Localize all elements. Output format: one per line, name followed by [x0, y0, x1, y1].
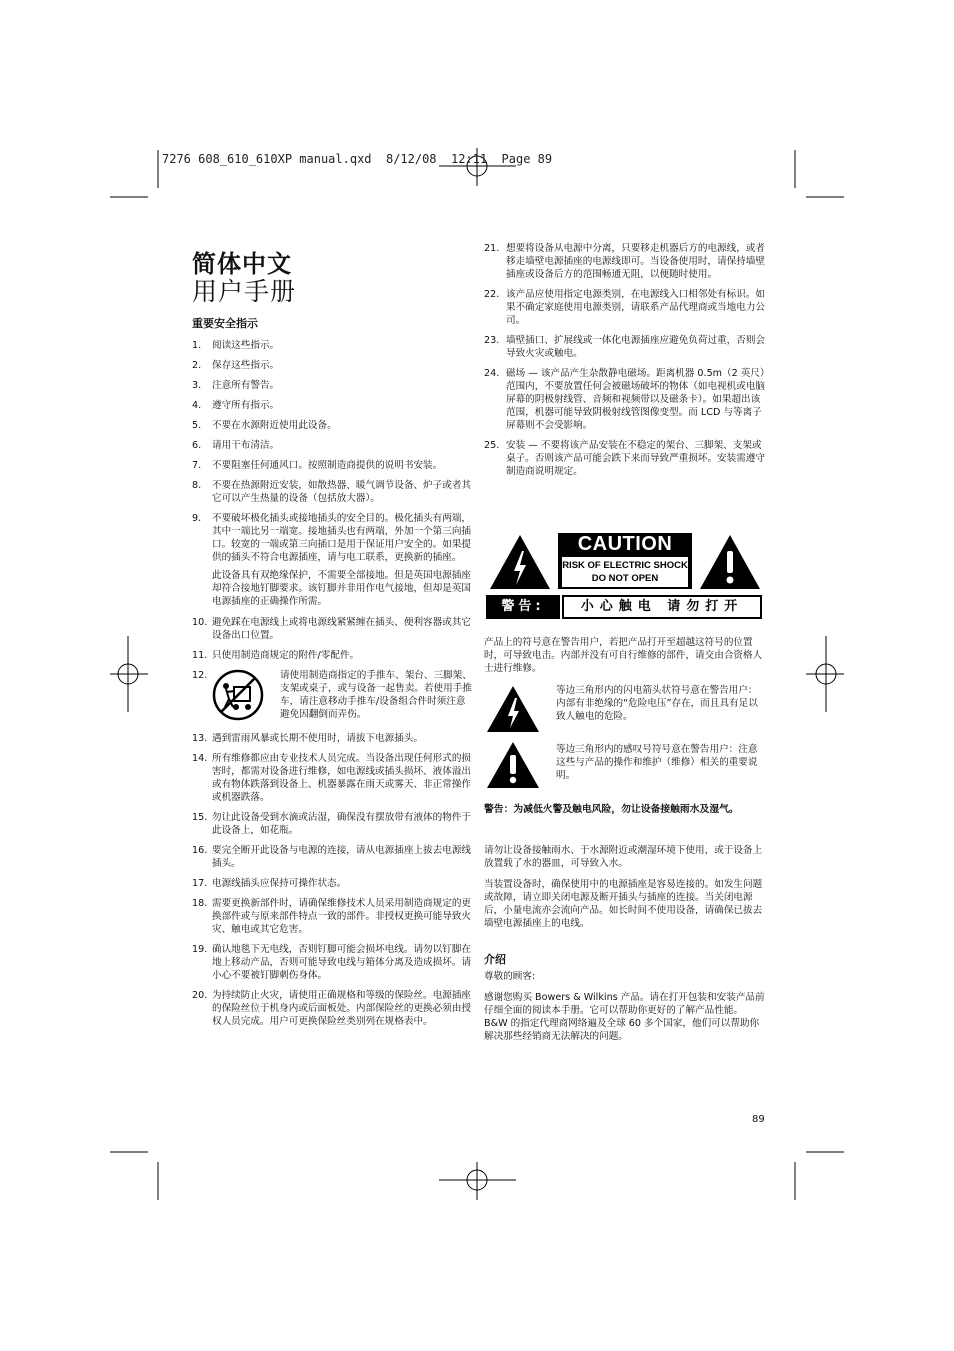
item-number: 7. [192, 460, 202, 471]
list-item [192, 897, 472, 936]
lightning-triangle-icon [488, 533, 552, 591]
item-text: 该产品应使用指定电源类别，在电源线入口相邻处有标识。如果不确定家庭使用电源类别，请联系产品代理商或当地电力公司。 [506, 289, 766, 326]
item-number: 15. [192, 812, 208, 823]
list-item [192, 616, 472, 642]
item-number: 14. [192, 753, 208, 764]
item-text: 注意所有警告。 [212, 380, 280, 391]
list-item-cart [192, 669, 472, 725]
item-number: 11. [192, 650, 208, 661]
list-item [192, 512, 472, 564]
item-text: 磁场 — 该产品产生杂散静电磁场。距离机器 0.5m（2 英尺）范围内，不要放置任何会被磁场破坏的物体（如电视机或电脑屏幕的阴极射线管、音频和视频带以及磁条卡）。如果超出该范围，机器可能导致阴极射线管图像变型。而 LCD 与等离子屏幕则不会受影响。 [506, 368, 766, 431]
item-text: 安装 — 不要将该产品安装在不稳定的架台、三脚架、支架或桌子。否则该产品可能会跌下来而导致严重损坏。安装需遵守制造商说明规定。 [506, 440, 766, 477]
item-number: 16. [192, 845, 208, 856]
list-item [192, 439, 472, 452]
item-number: 3. [192, 380, 202, 391]
item-number: 13. [192, 733, 208, 744]
caution-line-1: RISK OF ELECTRIC SHOCK [562, 560, 688, 571]
item-text: 不要在热源附近安装，如散热器、暖气调节设备、炉子或者其它可以产生热量的设备（包括放大器）。 [212, 480, 472, 504]
list-item [484, 288, 766, 327]
double-insulation-note: 此设备具有双绝缘保护，不需要全部接地。但是英国电源插座却符合接地钉脚要求。该钉脚并非用作电气接地，但却是英国电源插座的正确操作所需。 [212, 570, 472, 607]
item-text: 要完全断开此设备与电源的连接，请从电源插座上拔去电源线插头。 [212, 845, 472, 869]
symbol-intro: 产品上的符号意在警告用户，若把产品打开至超越这符号的位置时，可导致电击。内部并没有可自行维修的部件，请交由合资格人士进行维修。 [484, 637, 763, 674]
list-item [484, 242, 766, 281]
item-text: 避免踩在电源线上或将电源线紧紧缠在插头、便利容器或其它设备出口位置。 [212, 617, 472, 641]
list-item [192, 732, 472, 745]
print-slug: 7276 608_610_610XP manual.qxd 8/12/08 12:11 Page 89 [162, 152, 553, 166]
list-item [192, 811, 472, 837]
warning-label: 警告: [486, 595, 560, 619]
item-text: 所有维修都应由专业技术人员完成。当设备出现任何形式的损害时，都需对设备进行维修，如电源线或插头损坏、液体溢出或有物体跌落到设备上、机器暴露在雨天或雾天、非正常操作或机器跌落。 [212, 753, 472, 803]
lightning-symbol-icon [485, 684, 541, 734]
caution-label [486, 529, 762, 591]
item-text: 不要破坏极化插头或接地插头的安全目的。极化插头有两端，其中一端比另一端宽。接地插头也有两端，外加一个第三向插口。较宽的一端或第三向插口是用于保证用户安全的。如果提供的插头不符合电源插座，请与电工联系，更换新的插座。 [212, 513, 472, 563]
item-text: 墙壁插口、扩展线或一体化电源插座应避免负荷过重，否则会导致火灾或触电。 [506, 335, 766, 359]
list-item [192, 943, 472, 982]
item-text: 请使用制造商指定的手推车、架台、三脚架、支架或桌子，或与设备一起售卖。若使用手推车，请注意移动手推车/设备组合件时须注意避免因翻倒而弄伤。 [280, 670, 472, 720]
list-item [192, 877, 472, 890]
item-number: 17. [192, 878, 208, 889]
list-item [192, 649, 472, 662]
warning-paragraph-1: 请勿让设备接触雨水、于水源附近或潮湿环境下使用，或于设备上放置载了水的器皿，可导致入水。 [484, 845, 763, 869]
item-number: 19. [192, 944, 208, 955]
item-text: 不要在水源附近使用此设备。 [212, 420, 337, 431]
page-number: 89 [752, 1114, 765, 1125]
list-item [192, 379, 472, 392]
item-text: 请用干布清洁。 [212, 440, 280, 451]
cart-warning-icon [212, 669, 264, 721]
item-number: 10. [192, 617, 208, 628]
list-item [484, 367, 766, 432]
page-title: 简体中文 [192, 250, 292, 278]
warning-bold: 警告：为减低火警及触电风险，勿让设备接触雨水及湿气。 [484, 804, 739, 815]
list-item [192, 752, 472, 804]
list-item [192, 989, 472, 1028]
page-subtitle: 用户手册 [192, 277, 297, 306]
list-item [192, 419, 472, 432]
exclamation-triangle-icon [698, 533, 762, 591]
warning-paragraph-2: 当装置设备时，确保使用中的电源插座是容易连接的。如发生问题或故障，请立即关闭电源及断开插头与插座的连接。当关闭电源后，小量电流亦会流向产品。如长时间不使用设备，请确保已拔去墙壁电源插座上的电线。 [484, 879, 763, 929]
left-column [192, 315, 472, 1035]
list-item [192, 459, 472, 472]
caution-panel [558, 533, 692, 589]
item-text: 勿让此设备受到水滴或沾湿，确保没有摆放带有液体的物件于此设备上，如花瓶。 [212, 812, 472, 836]
intro-greeting: 尊敬的顾客: [484, 971, 536, 982]
caution-line-2: DO NOT OPEN [591, 573, 659, 584]
item-text: 遇到雷雨风暴或长期不使用时，请拔下电源插头。 [212, 733, 424, 744]
safety-heading: 重要安全指示 [192, 317, 258, 330]
list-item [192, 359, 472, 372]
item-text: 需要更换新部件时，请确保维修技术人员采用制造商规定的更换部件或与原来部件特点一致的部件。非授权更换可能导致火灾、触电或其它危害。 [212, 898, 472, 935]
list-item [192, 844, 472, 870]
list-item [192, 339, 472, 352]
item-number: 18. [192, 898, 208, 909]
list-item [484, 334, 766, 360]
item-text: 不要阻塞任何通风口。按照制造商提供的说明书安装。 [212, 460, 443, 471]
right-column-list [484, 242, 766, 485]
item-number: 24. [484, 368, 500, 379]
intro-body: 感谢您购买 Bowers & Wilkins 产品。请在打开包装和安装产品前仔细全面的阅读本手册。它可以帮助你更好的了解产品性能。B&W 的指定代理商网络遍及全球 60 多个国家，他们可以帮助你解决那些经销商无法解决的问题。 [484, 992, 765, 1042]
safety-list [192, 339, 472, 1028]
intro-heading: 介绍 [484, 953, 506, 966]
list-item [192, 479, 472, 505]
item-number: 6. [192, 440, 202, 451]
item-number: 25. [484, 440, 500, 451]
list-item [192, 399, 472, 412]
item-text: 为持续防止火灾，请使用正确规格和等级的保险丝。电源插座的保险丝位于机身内或后面板处。内部保险丝的更换必须由授权人员完成。用户可更换保险丝类别列在规格表中。 [212, 990, 472, 1027]
caution-subtext [562, 557, 688, 587]
item-text: 遵守所有指示。 [212, 400, 280, 411]
item-number: 8. [192, 480, 202, 491]
exclamation-symbol-icon [485, 740, 541, 790]
item-text: 只使用制造商规定的附件/零配件。 [212, 650, 360, 661]
item-number: 21. [484, 243, 500, 254]
item-number: 5. [192, 420, 202, 431]
item-number: 9. [192, 513, 202, 524]
item-text: 确认地毯下无电线，否则钉脚可能会损坏电线。请勿以钉脚在地上移动产品，否则可能导致电线与箱体分离及造成损坏。请小心不要被钉脚刺伤身体。 [212, 944, 472, 981]
do-not-open-label: 小心触电 请勿打开 [562, 595, 762, 619]
item-text: 保存这些指示。 [212, 360, 280, 371]
item-text: 想要将设备从电源中分离，只要移走机器后方的电源线，或者移走墙壁电源插座的电源线即可。当设备使用时，请保持墙壁插座或设备后方的范围畅通无阻，以便随时使用。 [506, 243, 766, 280]
item-number: 20. [192, 990, 208, 1001]
caution-word: CAUTION [577, 533, 673, 555]
exclamation-explanation: 等边三角形内的感叹号符号意在警告用户：注意这些与产品的操作和维护（维修）相关的重要说明。 [556, 744, 758, 781]
item-number: 4. [192, 400, 202, 411]
lightning-explanation: 等边三角形内的闪电箭头状符号意在警告用户：内部有非绝缘的“危险电压”存在，而且具有足以致人触电的危险。 [556, 685, 758, 722]
item-number: 2. [192, 360, 202, 371]
item-number: 23. [484, 335, 500, 346]
list-item [484, 439, 766, 478]
item-text: 阅读这些指示。 [212, 340, 280, 351]
item-number: 22. [484, 289, 500, 300]
item-number: 12. [192, 670, 208, 681]
caution-warning-bar [486, 595, 762, 619]
item-number: 1. [192, 340, 202, 351]
item-text: 电源线插头应保持可操作状态。 [212, 878, 347, 889]
